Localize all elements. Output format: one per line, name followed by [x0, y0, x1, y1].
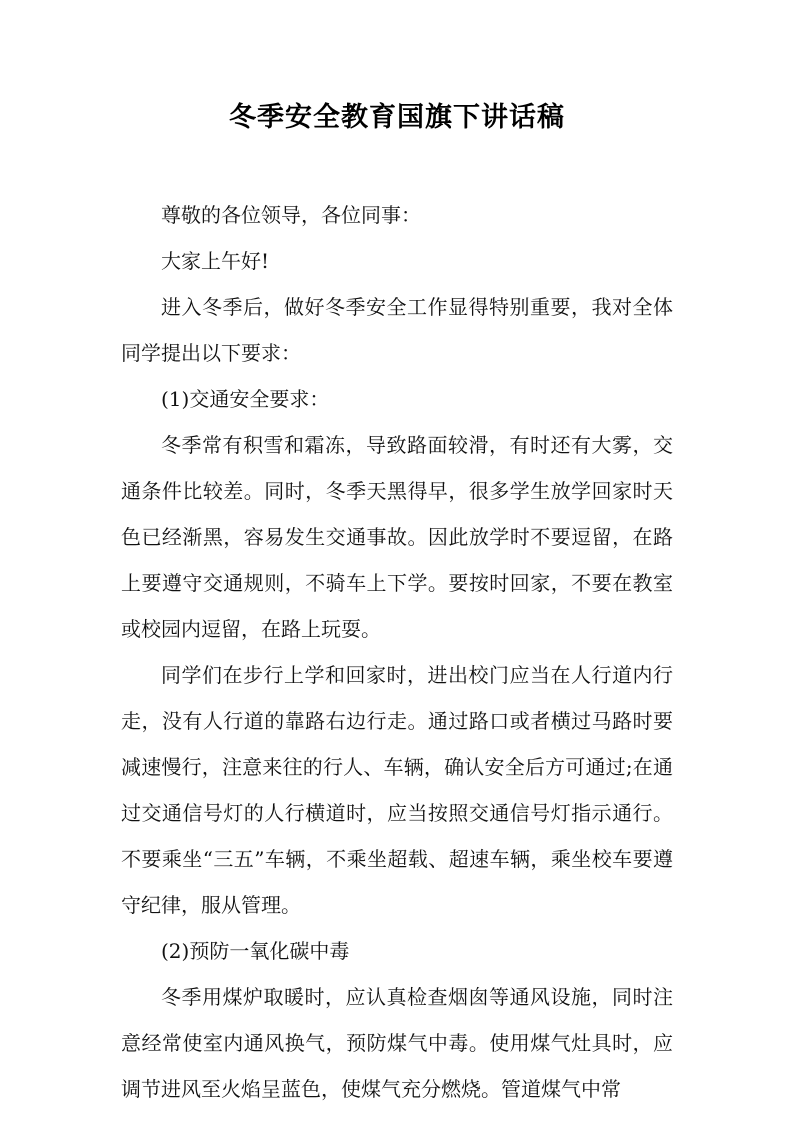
section-heading-co-poisoning: (2)预防一氧化碳中毒 [161, 939, 350, 963]
document-title: 冬季安全教育国旗下讲话稿 [229, 102, 565, 133]
body-paragraph: 同学们在步行上学和回家时，进出校门应当在人行道内行走，没有人行道的靠路右边行走。通过路口或者横过马路时要减速慢行，注意来往的行人、车辆，确认安全后方可通过;在通过交通信号灯的人行横道时，应当按照交通信号灯指示通行。不要乘坐“三五”车辆，不乘坐超载、超速车辆，乘坐校车要遵守纪律，服从管理。 [121, 663, 673, 917]
body-paragraph: 冬季用煤炉取暖时，应认真检查烟囱等通风设施，同时注意经常使室内通风换气，预防煤气中毒。使用煤气灶具时，应调节进风至火焰呈蓝色，使煤气充分燃烧。管道煤气中常 [121, 985, 673, 1101]
greeting-paragraph: 尊敬的各位领导，各位同事： [161, 203, 421, 227]
body-paragraph: 冬季常有积雪和霜冻，导致路面较滑，有时还有大雾，交通条件比较差。同时，冬季天黑得早，很多学生放学回家时天色已经渐黑，容易发生交通事故。因此放学时不要逗留，在路上要遵守交通规则，不骑车上下学。要按时回家，不要在教室或校园内逗留，在路上玩耍。 [121, 433, 673, 641]
document-body [121, 192, 673, 1112]
section-heading-traffic: (1)交通安全要求： [161, 387, 330, 411]
salutation-paragraph: 大家上午好! [161, 249, 270, 273]
intro-paragraph: 进入冬季后，做好冬季安全工作显得特别重要，我对全体同学提出以下要求： [121, 295, 673, 365]
